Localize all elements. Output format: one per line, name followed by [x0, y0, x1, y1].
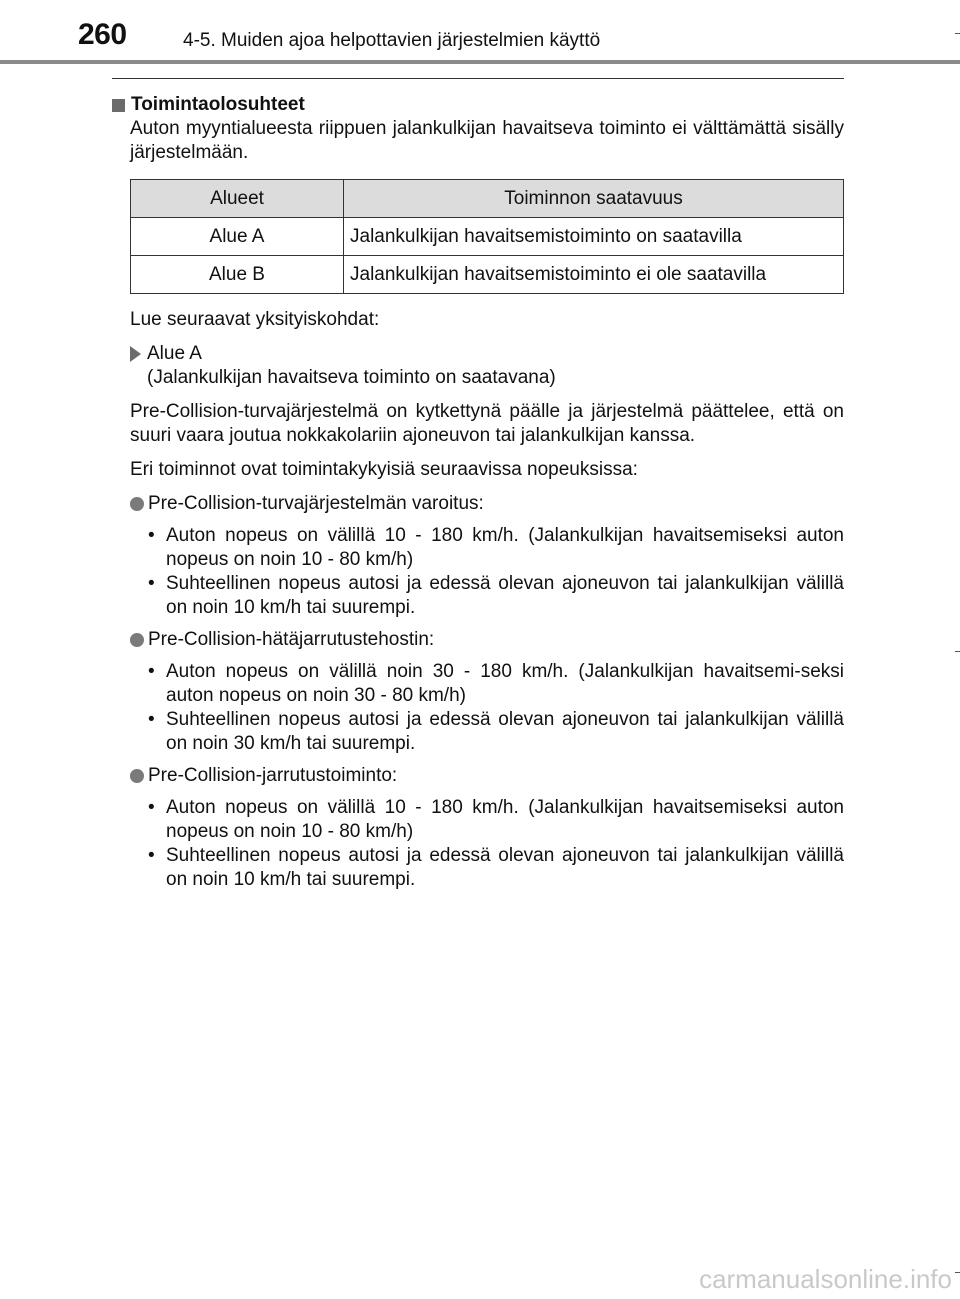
square-bullet-icon	[112, 99, 125, 112]
group-title-item	[112, 764, 844, 788]
bullet-text: Auton nopeus on välillä noin 30 - 180 km/h. (Jalankulkijan havaitsemi-seksi auton nopeus on noin 30 - 80 km/h)	[166, 661, 844, 706]
crop-mark-middle	[955, 651, 960, 652]
group-title-item	[112, 628, 844, 652]
list-item	[148, 524, 844, 572]
bullet-dot: •	[148, 845, 155, 866]
area-item-title: Alue A	[147, 343, 202, 364]
bullet-text: Auton nopeus on välillä 10 - 180 km/h. (Jalankulkijan havaitsemiseksi auton nopeus on noin 10 - 80 km/h)	[166, 525, 844, 570]
crop-mark-top	[955, 33, 960, 34]
bullet-dot: •	[148, 573, 155, 594]
bullet-text: Suhteellinen nopeus autosi ja edessä olevan ajoneuvon tai jalankulkijan välillä on noin 30 km/h tai suurempi.	[166, 709, 844, 754]
table-cell: Alue A	[131, 218, 344, 256]
chapter-title: 4-5. Muiden ajoa helpottavien järjestelmien käyttö	[183, 30, 601, 51]
header-rule	[0, 60, 960, 64]
page-content	[112, 78, 844, 892]
table-row	[131, 218, 844, 256]
bullet-list	[112, 660, 844, 756]
circle-bullet-icon	[130, 633, 144, 647]
list-item	[148, 796, 844, 844]
group-title: Pre-Collision-turvajärjestelmän varoitus:	[148, 493, 484, 514]
circle-bullet-icon	[130, 497, 144, 511]
bullet-dot: •	[148, 661, 155, 682]
read-more-text: Lue seuraavat yksityiskohdat:	[130, 309, 380, 330]
bullet-text: Suhteellinen nopeus autosi ja edessä olevan ajoneuvon tai jalankulkijan välillä on noin 10 km/h tai suurempi.	[166, 845, 844, 890]
bullet-list	[112, 524, 844, 620]
group-title: Pre-Collision-jarrutustoiminto:	[148, 765, 398, 786]
group-title: Pre-Collision-hätäjarrutustehostin:	[148, 629, 435, 650]
list-item	[148, 660, 844, 708]
area-item-note: (Jalankulkijan havaitseva toiminto on saatavana)	[147, 367, 556, 388]
list-item	[148, 572, 844, 620]
table-cell: Alue B	[131, 256, 344, 294]
bullet-dot: •	[148, 797, 155, 818]
availability-table	[130, 179, 844, 294]
page-number: 260	[78, 18, 127, 51]
bullet-list	[112, 796, 844, 892]
table-header-cell: Alueet	[131, 180, 344, 218]
bullet-text: Auton nopeus on välillä 10 - 180 km/h. (Jalankulkijan havaitsemiseksi auton nopeus on noin 10 - 80 km/h)	[166, 797, 844, 842]
bullet-dot: •	[148, 709, 155, 730]
crop-mark-bottom	[955, 1272, 960, 1273]
table-row	[131, 256, 844, 294]
bullet-dot: •	[148, 525, 155, 546]
table-cell: Jalankulkijan havaitsemistoiminto ei ole saatavilla	[344, 256, 844, 294]
triangle-arrow-icon	[130, 346, 141, 362]
table-header-cell: Toiminnon saatavuus	[344, 180, 844, 218]
paragraph-1: Pre-Collision-turvajärjestelmä on kytkettynä päälle ja järjestelmä päättelee, että on suuri vaara joutua nokkakolariin ajoneuvon tai jalankulkijan kanssa.	[130, 401, 844, 446]
bullet-text: Suhteellinen nopeus autosi ja edessä olevan ajoneuvon tai jalankulkijan välillä on noin 10 km/h tai suurempi.	[166, 573, 844, 618]
section-rule	[112, 78, 844, 79]
area-item	[112, 342, 844, 390]
circle-bullet-icon	[130, 769, 144, 783]
section-heading-text: Toimintaolosuhteet	[131, 94, 305, 115]
section-heading	[112, 93, 844, 117]
table-cell: Jalankulkijan havaitsemistoiminto on saatavilla	[344, 218, 844, 256]
intro-paragraph: Auton myyntialueesta riippuen jalankulkijan havaitseva toiminto ei välttämättä sisälly järjestelmään.	[130, 118, 844, 163]
group-title-item	[112, 492, 844, 516]
list-item	[148, 708, 844, 756]
list-item	[148, 844, 844, 892]
paragraph-2: Eri toiminnot ovat toimintakykyisiä seuraavissa nopeuksissa:	[130, 459, 638, 480]
table-header-row	[131, 180, 844, 218]
watermark: carmanualsonline.info	[699, 1264, 952, 1294]
